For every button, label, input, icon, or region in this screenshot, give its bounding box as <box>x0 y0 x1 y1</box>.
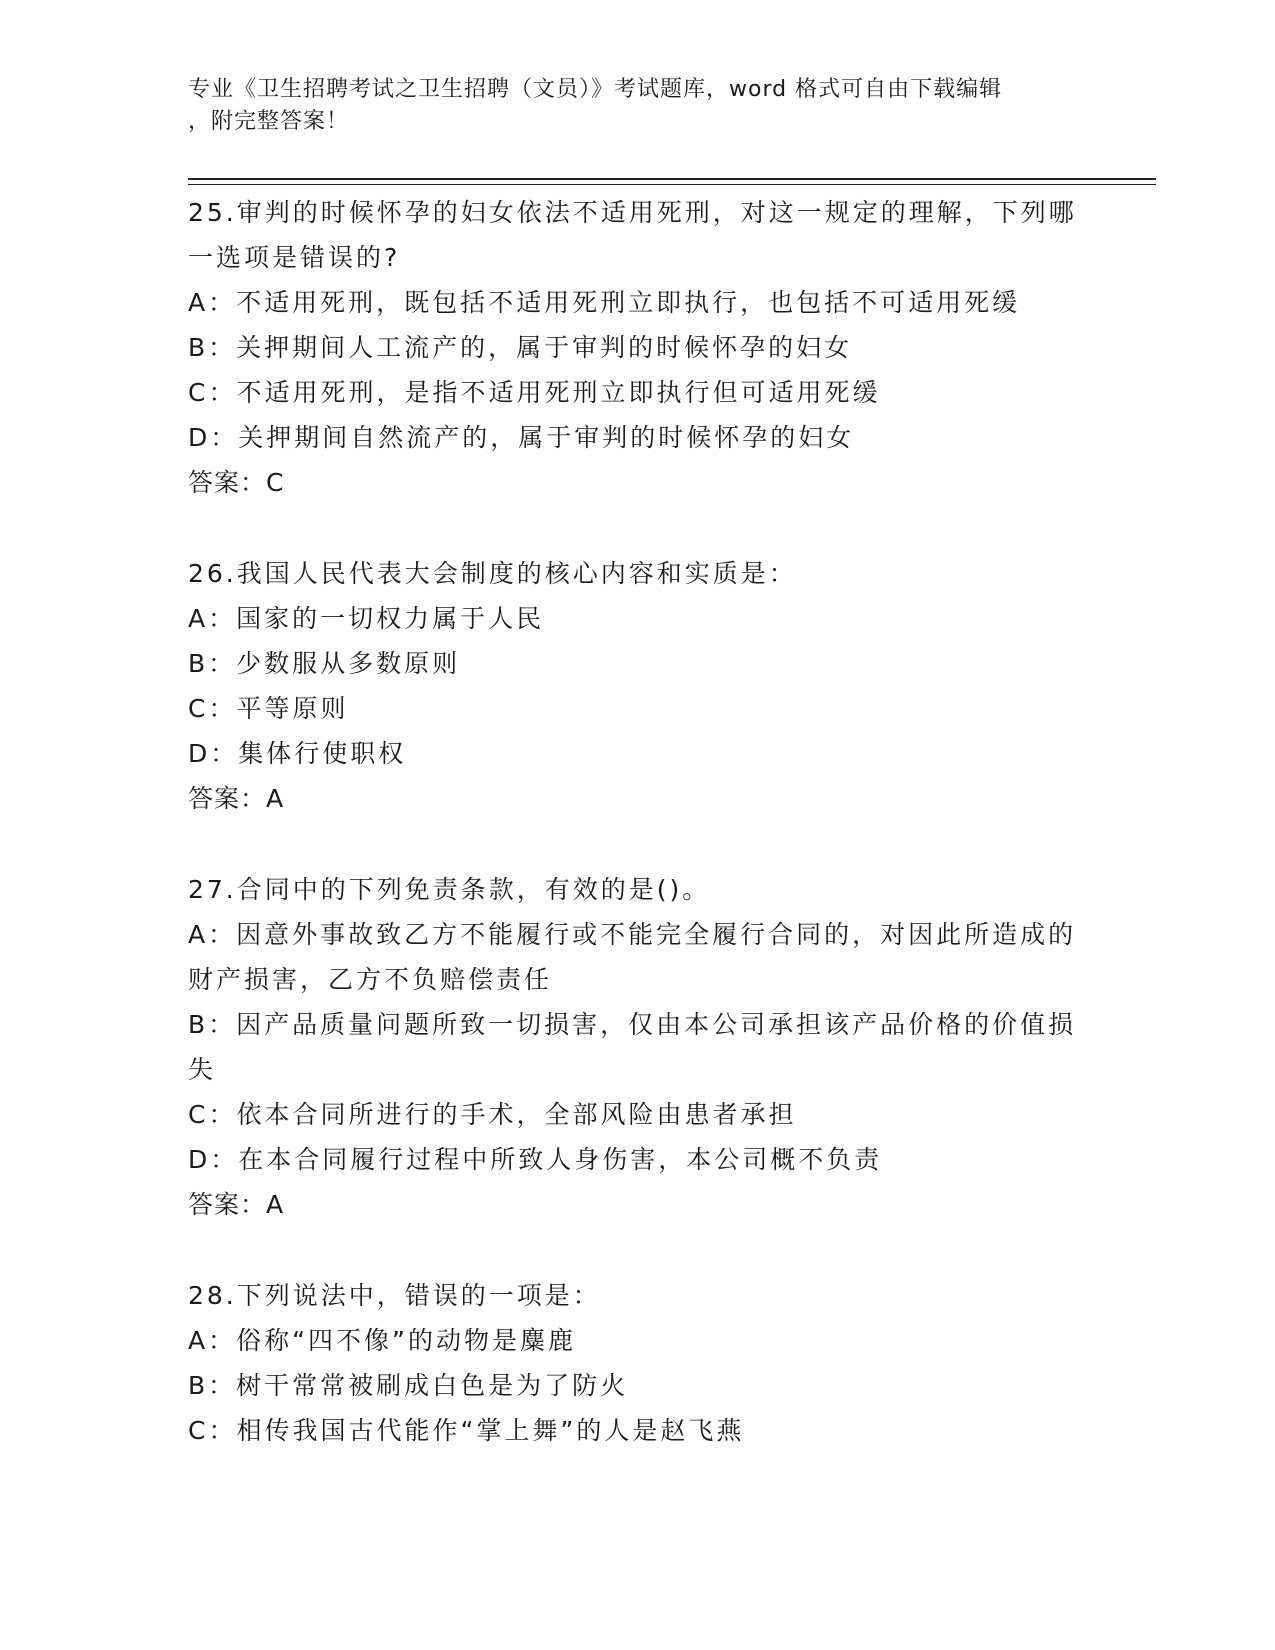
option-a: A：不适用死刑，既包括不适用死刑立即执行，也包括不可适用死缓 <box>188 288 1021 317</box>
header-divider-thick <box>188 178 1156 180</box>
question-28 <box>188 1273 1088 1453</box>
question-26 <box>188 551 1088 821</box>
answer-line: 答案：C <box>188 468 285 497</box>
option-c: C：相传我国古代能作“掌上舞”的人是赵飞燕 <box>188 1416 745 1445</box>
option-d: D：在本合同履行过程中所致人身伤害，本公司概不负责 <box>188 1145 883 1174</box>
question-27 <box>188 867 1088 1227</box>
option-c: C：依本合同所进行的手术，全部风险由患者承担 <box>188 1100 797 1129</box>
option-a: A：俗称“四不像”的动物是麋鹿 <box>188 1326 577 1355</box>
option-d: D：关押期间自然流产的，属于审判的时候怀孕的妇女 <box>188 423 855 452</box>
question-stem: 28.下列说法中，错误的一项是： <box>188 1281 601 1310</box>
question-stem: 27.合同中的下列免责条款，有效的是()。 <box>188 875 711 904</box>
question-25 <box>188 190 1088 505</box>
option-c: C：不适用死刑，是指不适用死刑立即执行但可适用死缓 <box>188 378 881 407</box>
header-intro-continued: ，附完整答案！ <box>188 109 350 134</box>
header-intro: 专业《卫生招聘考试之卫生招聘（文员）》考试题库，word 格式可自由下载编辑 <box>188 77 1003 102</box>
option-c: C：平等原则 <box>188 694 349 723</box>
option-b: B：因产品质量问题所致一切损害，仅由本公司承担该产品价格的价值损失 <box>188 1010 1077 1084</box>
document-header <box>188 74 1088 138</box>
header-divider-thin <box>188 184 1156 185</box>
question-stem: 26.我国人民代表大会制度的核心内容和实质是： <box>188 559 797 588</box>
answer-line: 答案：A <box>188 784 285 813</box>
question-list <box>188 190 1088 1499</box>
question-stem: 25.审判的时候怀孕的妇女依法不适用死刑，对这一规定的理解，下列哪一选项是错误的? <box>188 198 1077 272</box>
option-b: B：关押期间人工流产的，属于审判的时候怀孕的妇女 <box>188 333 853 362</box>
option-b: B：树干常常被刷成白色是为了防火 <box>188 1371 629 1400</box>
option-a: A：国家的一切权力属于人民 <box>188 604 545 633</box>
option-d: D：集体行使职权 <box>188 739 407 768</box>
answer-line: 答案：A <box>188 1190 285 1219</box>
option-b: B：少数服从多数原则 <box>188 649 461 678</box>
option-a: A：因意外事故致乙方不能履行或不能完全履行合同的，对因此所造成的财产损害，乙方不负赔偿责任 <box>188 920 1077 994</box>
